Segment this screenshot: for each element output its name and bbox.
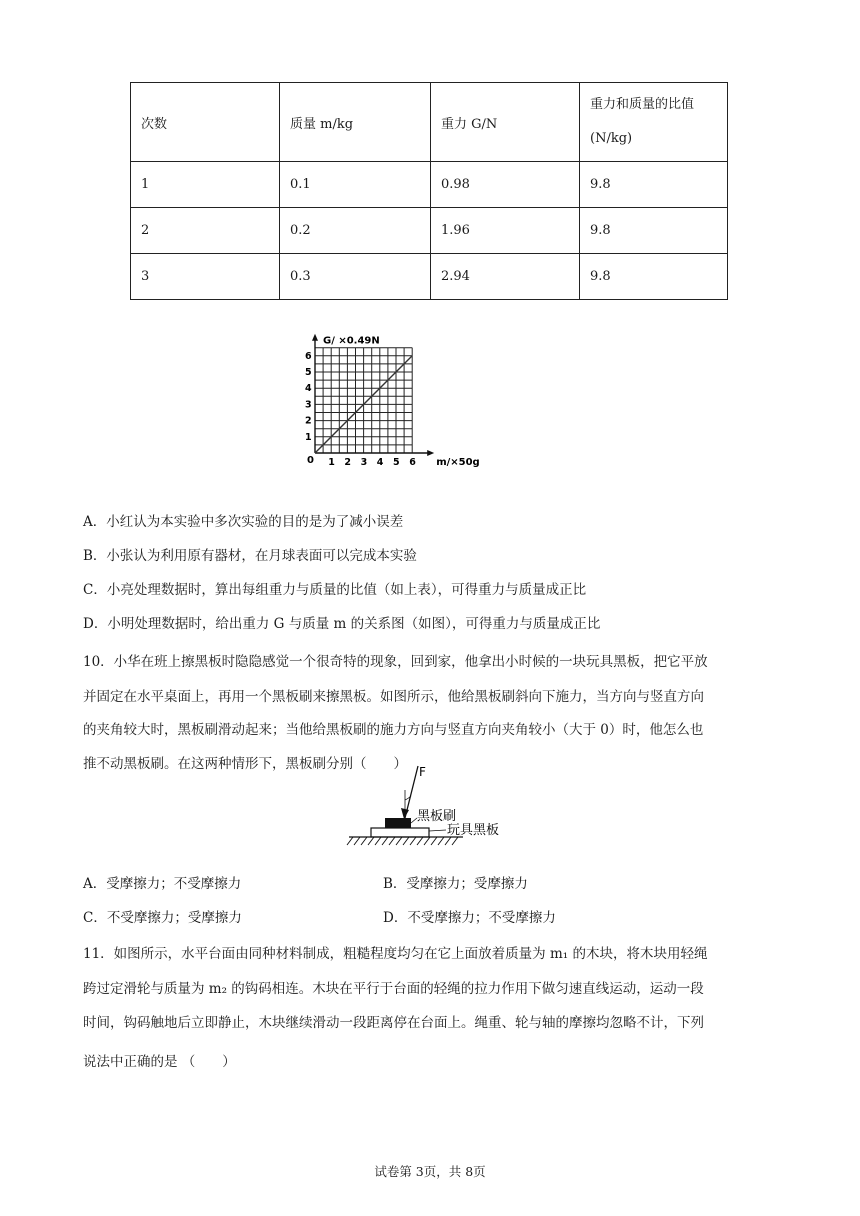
table-row [131, 162, 728, 208]
q10-option-a: A．受摩擦力；不受摩擦力 [83, 876, 242, 892]
q10-line-2: 并固定在水平桌面上，再用一个黑板刷来擦黑板。如图所示，他给黑板刷斜向下施力，当方向与竖直方向 [83, 689, 704, 705]
q9-option-b: B．小张认为利用原有器材，在月球表面可以完成本实验 [83, 548, 417, 564]
surface-hatching [347, 837, 458, 845]
table-header-cell [580, 83, 728, 162]
table-header-ratio-unit: (N/kg) [590, 131, 633, 146]
table-cell: 0.1 [280, 162, 431, 208]
q9-option-a: A．小红认为本实验中多次实验的目的是为了减小误差 [83, 514, 404, 530]
q11-line-3: 时间，钩码触地后立即静止，木块继续滑动一段距离停在台面上。绳重、轮与轴的摩擦均忽略不计，下列 [83, 1015, 704, 1031]
brush-label: 黑板刷 [417, 809, 457, 824]
y-tick-label: 2 [305, 415, 312, 427]
board-leader [429, 830, 446, 831]
hatch-line [368, 837, 374, 845]
hatch-line [452, 837, 458, 845]
hatch-line [410, 837, 416, 845]
hatch-line [438, 837, 444, 845]
y-tick-label: 4 [305, 383, 312, 395]
table-row [131, 254, 728, 300]
y-axis-arrow-icon [312, 334, 318, 341]
data-table [130, 82, 728, 300]
table-header-cell: 次数 [131, 83, 280, 162]
x-tick-label: 1 [328, 457, 335, 468]
q10-line-4: 推不动黑板刷。在这两种情形下，黑板刷分别（ ） [83, 756, 407, 772]
q9-option-c: C．小亮处理数据时，算出每组重力与质量的比值（如上表），可得重力与质量成正比 [83, 582, 587, 598]
page-footer: 试卷第 3页，共 8页 [374, 1164, 486, 1179]
y-tick-label: 6 [305, 350, 312, 362]
table-cell: 0.98 [431, 162, 580, 208]
q10-option-d: D．不受摩擦力；不受摩擦力 [383, 910, 556, 926]
hatch-line [424, 837, 430, 845]
x-tick-label: 2 [344, 457, 352, 468]
hatch-line [396, 837, 402, 845]
hatch-line [354, 837, 360, 845]
y-tick-label: 3 [305, 399, 312, 411]
q11-line-4: 说法中正确的是 （ ） [83, 1054, 236, 1070]
table-cell: 9.8 [580, 162, 728, 208]
table-cell: 3 [131, 254, 280, 300]
hatch-line [375, 837, 381, 845]
y-axis-label: G/ ×0.49N [323, 335, 380, 347]
table-cell: 9.8 [580, 208, 728, 254]
table-cell: 1.96 [431, 208, 580, 254]
y-tick-label: 5 [305, 367, 312, 378]
x-tick-label: 4 [376, 457, 384, 468]
graph-grid [315, 348, 412, 453]
table-header-cell: 质量 m/kg [280, 83, 431, 162]
x-tick-label: 5 [393, 457, 400, 468]
q11-line-1: 11．如图所示，水平台面由同种材料制成，粗糙程度均匀在它上面放着质量为 m₁ 的木块，将木块用轻绳 [83, 946, 708, 962]
q10-option-c: C．不受摩擦力；受摩擦力 [83, 910, 242, 926]
q9-option-d: D．小明处理数据时，给出重力 G 与质量 m 的关系图（如图），可得重力与质量成正比 [83, 616, 601, 632]
board-label: 玩具黑板 [447, 823, 500, 838]
hatch-line [389, 837, 395, 845]
hatch-line [403, 837, 409, 845]
origin-label: 0 [307, 455, 314, 466]
gravity-mass-graph [290, 300, 560, 475]
table-header-row [131, 83, 728, 162]
blackboard-brush [385, 818, 411, 828]
hatch-line [445, 837, 451, 845]
force-label: F [419, 765, 426, 779]
table-cell: 0.2 [280, 208, 431, 254]
q10-line-1: 10．小华在班上擦黑板时隐隐感觉一个很奇特的现象，回到家，他拿出小时候的一块玩具黑板，把它平放 [83, 654, 708, 670]
blackboard-brush-figure [345, 760, 525, 852]
toy-blackboard [371, 828, 429, 837]
hatch-line [417, 837, 423, 845]
x-axis-label: m/×50g [436, 457, 480, 468]
table-header-cell: 重力 G/N [431, 83, 580, 162]
table-cell: 2 [131, 208, 280, 254]
table-header-ratio: 重力和质量的比值 [590, 97, 695, 112]
table-cell: 9.8 [580, 254, 728, 300]
x-tick-label: 6 [409, 457, 416, 468]
q10-option-b: B．受摩擦力；受摩擦力 [383, 876, 528, 892]
x-tick-label: 3 [360, 457, 368, 468]
table-cell: 1 [131, 162, 280, 208]
hatch-line [431, 837, 437, 845]
y-tick-label: 1 [305, 431, 312, 443]
hatch-line [347, 837, 353, 845]
table-cell: 0.3 [280, 254, 431, 300]
hatch-line [382, 837, 388, 845]
q11-line-2: 跨过定滑轮与质量为 m₂ 的钩码相连。木块在平行于台面的轻绳的拉力作用下做匀速直线运动，运动一段 [83, 981, 704, 997]
q10-line-3: 的夹角较大时，黑板刷滑动起来；当他给黑板刷的施力方向与竖直方向夹角较小（大于 0）时，他怎么也 [83, 722, 704, 738]
table-cell: 2.94 [431, 254, 580, 300]
hatch-line [361, 837, 367, 845]
table-row [131, 208, 728, 254]
x-axis-arrow-icon [427, 450, 434, 456]
